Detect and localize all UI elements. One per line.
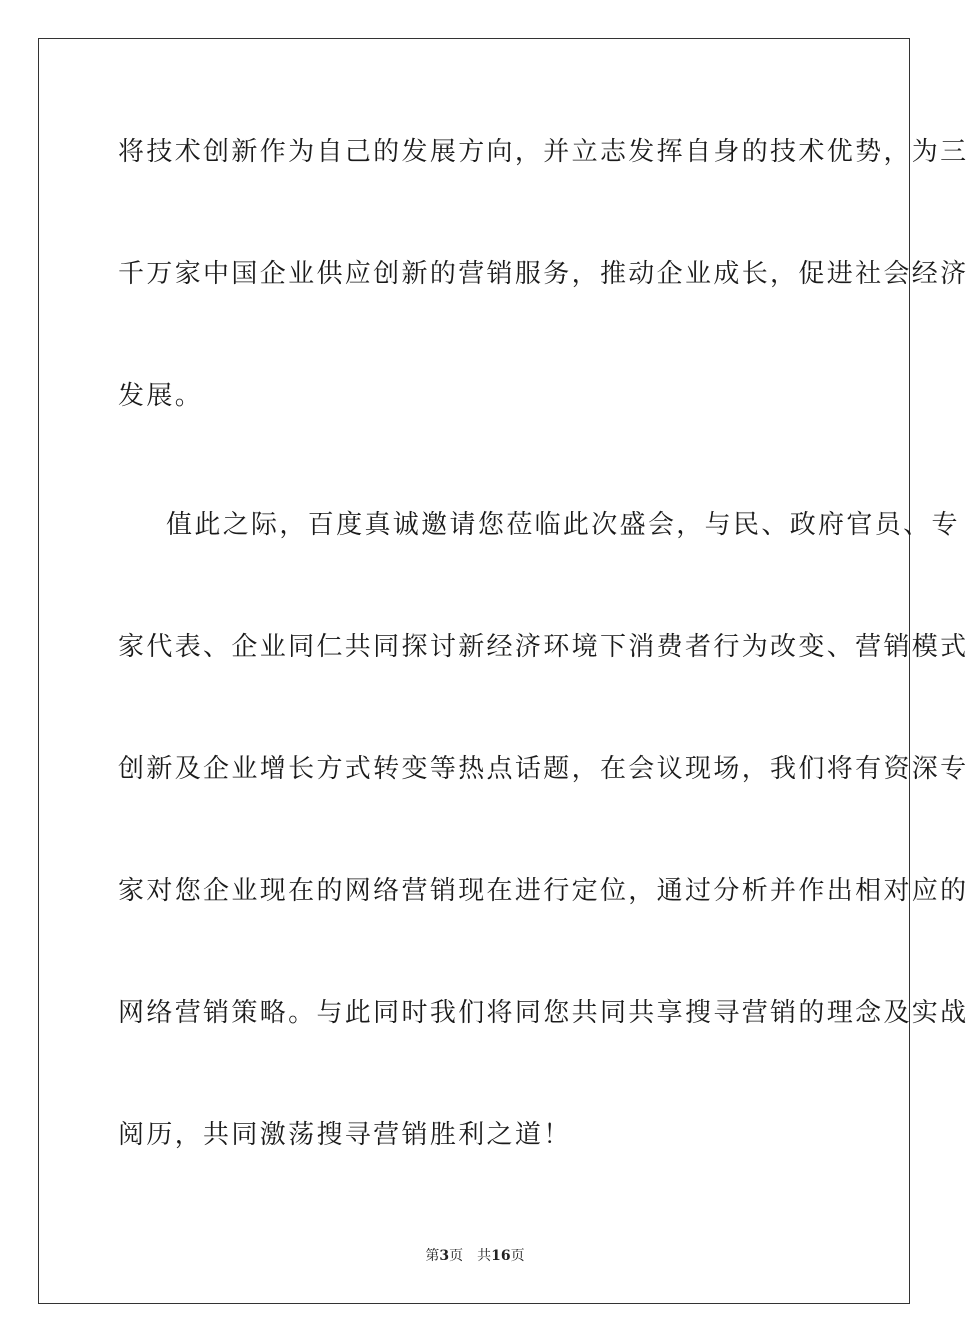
page-suffix: 页 [449,1248,464,1264]
paragraph-line-4: 值此之际，百度真诚邀请您莅临此次盛会，与民、政府官员、专 [166,510,960,540]
paragraph-line-5: 家代表、企业同仁共同探讨新经济环境下消费者行为改变、营销模式 [118,632,969,662]
total-prefix: 共 [477,1248,492,1264]
paragraph-line-1: 将技术创新作为自己的发展方向，并立志发挥自身的技术优势，为三 [118,137,969,167]
page-prefix: 第 [425,1248,440,1264]
paragraph-line-7: 家对您企业现在的网络营销现在进行定位，通过分析并作出相对应的 [118,876,969,906]
paragraph-line-9: 阅历，共同激荡搜寻营销胜利之道！ [118,1120,572,1150]
page-footer [0,1247,950,1265]
total-suffix: 页 [510,1248,525,1264]
paragraph-line-8: 网络营销策略。与此同时我们将同您共同共享搜寻营销的理念及实战 [118,998,969,1028]
paragraph-line-2: 千万家中国企业供应创新的营销服务，推动企业成长，促进社会经济 [118,259,969,289]
paragraph-line-6: 创新及企业增长方式转变等热点话题，在会议现场，我们将有资深专 [118,754,969,784]
total-pages: 16 [491,1248,511,1264]
page-border [38,38,969,1304]
paragraph-line-3: 发展。 [118,381,204,411]
page-number: 3 [439,1248,450,1264]
